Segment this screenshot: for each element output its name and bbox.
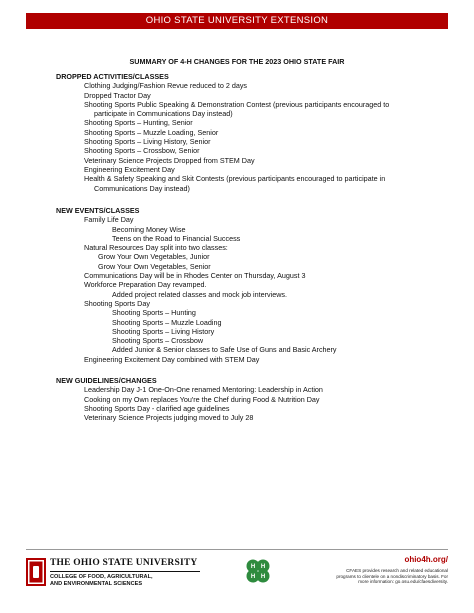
osu-logo-block [26, 556, 196, 596]
guidelines-section [56, 376, 456, 422]
document-title: SUMMARY OF 4-H CHANGES FOR THE 2023 OHIO STATE FAIR [129, 57, 345, 66]
list-item: Workforce Preparation Day revamped. [84, 280, 207, 290]
disclaimer-line-3: more information: go.osu.edu/cfaesdiversity. [358, 579, 448, 585]
list-item: Shooting Sports – Living History, Senior [84, 137, 211, 147]
list-item: Shooting Sports – Muzzle Loading, Senior [84, 127, 219, 137]
svg-text:H: H [250, 574, 256, 580]
list-item: Health & Safety Speaking and Skit Contests (previous participants encouraged to participate in [84, 174, 386, 184]
college-line-2: AND ENVIRONMENTAL SCIENCES [50, 581, 143, 587]
svg-text:H: H [260, 564, 266, 570]
list-item: Clothing Judging/Fashion Revue reduced to 2 days [84, 81, 248, 91]
list-item: Shooting Sports Public Speaking & Demonstration Contest (previous participants encouraged to [84, 99, 390, 109]
list-item: Engineering Excitement Day [84, 164, 175, 174]
new-events-heading: NEW EVENTS/CLASSES [56, 206, 140, 215]
college-name [50, 574, 153, 588]
nondiscrimination-statement [318, 568, 448, 585]
list-subitem: Added Junior & Senior classes to Safe Use of Guns and Basic Archery [112, 345, 337, 355]
list-subitem: Becoming Money Wise [112, 224, 186, 234]
svg-text:H: H [260, 574, 266, 580]
list-subitem: Shooting Sports – Living History [112, 326, 215, 336]
osu-wordmark: THE OHIO STATE UNIVERSITY [50, 558, 198, 568]
list-item: Family Life Day [84, 215, 134, 225]
list-subitem: Shooting Sports – Crossbow [112, 336, 204, 346]
new-events-section [56, 206, 456, 364]
list-item-continuation: participate in Communications Day instead) [94, 109, 233, 119]
list-item: Shooting Sports – Hunting, Senior [84, 118, 193, 128]
list-item: Veterinary Science Projects judging moved to July 28 [84, 413, 254, 423]
wordmark-divider [50, 571, 200, 572]
guidelines-heading: NEW GUIDELINES/CHANGES [56, 376, 157, 385]
list-item: Veterinary Science Projects Dropped from STEM Day [84, 155, 255, 165]
list-subitem: Added project related classes and mock job interviews. [112, 289, 287, 299]
college-line-1: COLLEGE OF FOOD, AGRICULTURAL, [50, 574, 153, 580]
list-subitem: Shooting Sports – Muzzle Loading [112, 317, 222, 327]
list-subitem: Shooting Sports – Hunting [112, 308, 196, 318]
list-item: Shooting Sports Day [84, 298, 150, 308]
disclaimer-line-1: CFAES provides research and related educational [346, 568, 448, 573]
list-item: Dropped Tractor Day [84, 90, 151, 100]
list-item: Communications Day will be in Rhodes Center on Thursday, August 3 [84, 271, 306, 281]
list-item: Leadership Day J-1 One-On-One renamed Mentoring: Leadership in Action [84, 385, 323, 395]
disclaimer-line-2: programs to clientele on a nondiscriminatory basis. For [336, 573, 448, 579]
svg-text:H: H [250, 564, 256, 570]
list-item: Cooking on my Own replaces You're the Chef during Food & Nutrition Day [84, 394, 320, 404]
list-item: Shooting Sports – Crossbow, Senior [84, 146, 200, 156]
footer-divider [26, 549, 448, 550]
list-item: Shooting Sports Day - clarified age guidelines [84, 403, 230, 413]
list-subitem: Teens on the Road to Financial Success [112, 233, 241, 243]
list-item: Engineering Excitement Day combined with STEM Day [84, 354, 260, 364]
list-item: Natural Resources Day split into two classes: [84, 243, 228, 253]
list-subitem: Grow Your Own Vegetables, Senior [98, 261, 211, 271]
four-h-clover-icon [244, 557, 272, 585]
footer-right [318, 555, 448, 585]
dropped-heading: DROPPED ACTIVITIES/CLASSES [56, 72, 169, 81]
extension-banner: OHIO STATE UNIVERSITY EXTENSION [26, 13, 448, 29]
list-item-continuation: Communications Day instead) [94, 183, 190, 193]
list-subitem: Grow Your Own Vegetables, Junior [98, 252, 210, 262]
dropped-section [56, 72, 456, 193]
osu-block-o-icon [26, 558, 46, 586]
site-link[interactable]: ohio4h.org/ [404, 555, 448, 564]
